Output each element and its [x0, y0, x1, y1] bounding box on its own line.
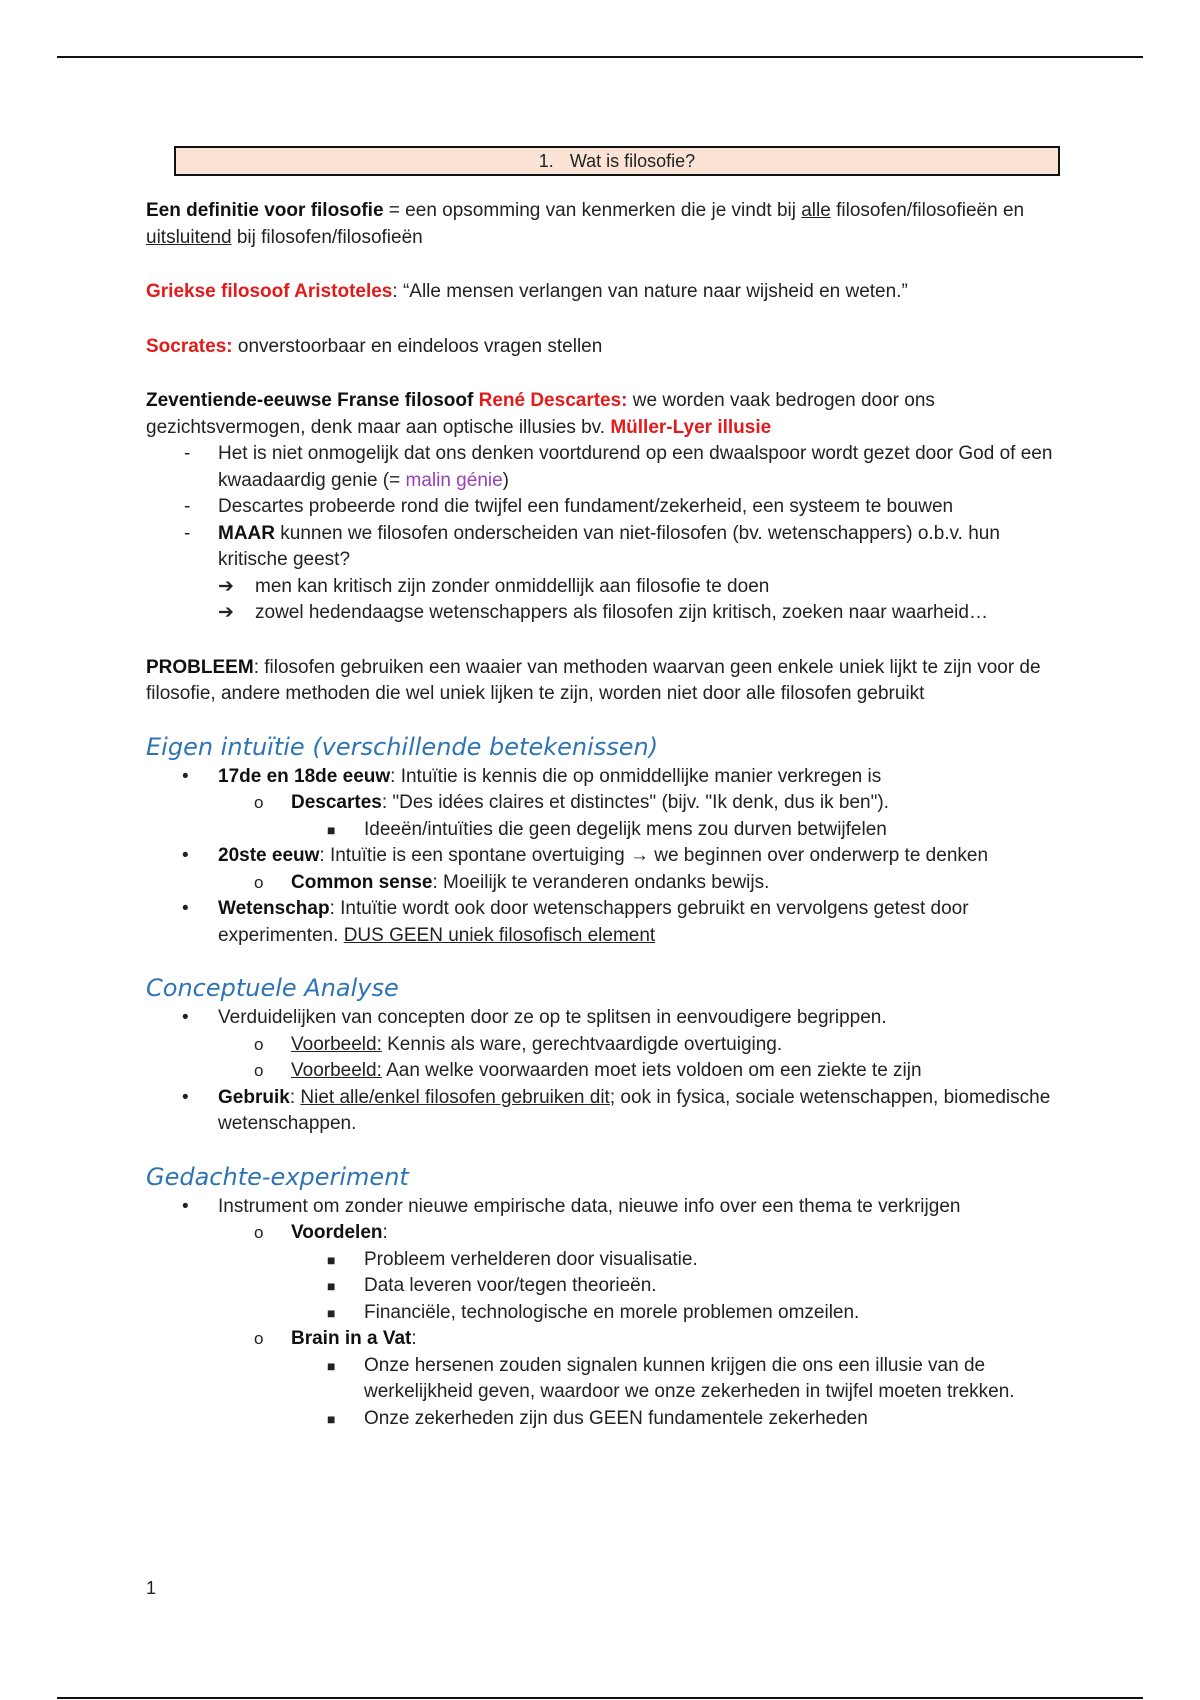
- chapter-title-box: [174, 146, 1060, 176]
- list-item: ■ Onze zekerheden zijn dus GEEN fundamentele zekerheden: [327, 1407, 868, 1429]
- aristoteles-paragraph: Griekse filosoof Aristoteles: “Alle mensen verlangen van nature naar wijsheid en weten.”: [146, 281, 908, 302]
- intuitie-list: [146, 764, 1066, 950]
- heading-intuitie: Eigen intuïtie (verschillende betekenissen): [146, 732, 659, 761]
- list-item: • Gebruik: Niet alle/enkel filosofen gebruiken dit; ook in fysica, sociale wetenschappen, biomedische wetenschappen.: [182, 1086, 1051, 1134]
- list-item: ■ Onze hersenen zouden signalen kunnen krijgen die ons een illusie van de werkelijkheid geven, waardoor we onze zekerheden in twijfel moeten trekken.: [327, 1354, 1015, 1402]
- list-item: ■ Data leveren voor/tegen theorieën.: [327, 1275, 657, 1296]
- descartes-list: [146, 441, 1066, 574]
- definition-term: Een definitie voor filosofie: [146, 200, 384, 221]
- list-item: - Descartes probeerde rond die twijfel een fundament/zekerheid, een systeem te bouwen: [146, 494, 1066, 521]
- list-item: o Voordelen: ■ Probleem verhelderen door visualisatie. ■ Data leveren voor/tegen theorieën. ■ Financiële, technologische en morele problemen omzeilen.: [218, 1220, 1066, 1326]
- top-rule: [57, 56, 1143, 58]
- list-item: ■ Financiële, technologische en morele problemen omzeilen.: [327, 1301, 860, 1323]
- arrow-list: [146, 574, 1066, 627]
- socrates-paragraph: Socrates: onverstoorbaar en eindeloos vragen stellen: [146, 335, 603, 357]
- list-item: - MAAR kunnen we filosofen onderscheiden van niet-filosofen (bv. wetenschappers) o.b.v. hun kritische geest?: [146, 521, 1066, 574]
- heading-gedachte: Gedachte-experiment: [146, 1162, 409, 1191]
- list-item: ➔ zowel hedendaagse wetenschappers als filosofen zijn kritisch, zoeken naar waarheid…: [146, 600, 1066, 627]
- definition-paragraph: Een definitie voor filosofie = een opsomming van kenmerken die je vindt bij alle filosofen/filosofieën en uitsluitend bij filosofen/filosofieën: [146, 200, 1025, 248]
- list-item: o Voorbeeld: Kennis als ware, gerechtvaardigde overtuiging.: [254, 1033, 783, 1055]
- arrow-icon: ➔: [218, 575, 234, 597]
- chapter-title: Wat is filosofie?: [569, 150, 696, 171]
- chapter-number: 1.: [538, 150, 554, 171]
- list-item: o Descartes: "Des idées claires et distinctes" (bijv. "Ik denk, dus ik ben"). ■ Ideeën/intuïties die geen degelijk mens zou durven betwijfelen: [218, 790, 1066, 843]
- probleem-paragraph: PROBLEEM: filosofen gebruiken een waaier van methoden waarvan geen enkele uniek lijkt te zijn voor de filosofie, andere methoden die wel uniek lijken te zijn, worden niet door alle filosofen gebruikt: [146, 656, 1041, 704]
- list-item: o Common sense: Moeilijk te veranderen ondanks bewijs.: [254, 871, 770, 893]
- heading-conceptueel: Conceptuele Analyse: [146, 974, 399, 1002]
- list-item: • Instrument om zonder nieuwe empirische data, nieuwe info over een thema te verkrijgen o Voordelen: ■ Probleem verhelderen door visualisatie. ■ Data leveren voor/tegen theorieën. ■ Financiële, technologische en morele problemen omzeilen. o Brain in a Vat: ■ Onze hersenen zouden signalen kunnen krijgen die ons een illusie van de werkelijkheid geven, waardoor we onze zekerheden in twijfel moeten trekken. ■ Onze zekerheden zijn dus GEEN fundamentele zekerheden: [146, 1194, 1066, 1433]
- page-number: 1: [146, 1578, 157, 1598]
- list-item: • 20ste eeuw: Intuïtie is een spontane overtuiging → we beginnen over onderwerp te denken o Common sense: Moeilijk te veranderen ondanks bewijs.: [146, 843, 1066, 896]
- list-item: ■ Probleem verhelderen door visualisatie.: [327, 1248, 698, 1270]
- list-item: • Verduidelijken van concepten door ze op te splitsen in eenvoudigere begrippen. o Voorbeeld: Kennis als ware, gerechtvaardigde overtuiging. o Voorbeeld: Aan welke voorwaarden moet iets voldoen om een ziekte te zijn: [146, 1005, 1066, 1085]
- list-item: • Wetenschap: Intuïtie wordt ook door wetenschappers gebruikt en vervolgens getest door experimenten. DUS GEEN uniek filosofisch element: [182, 898, 969, 946]
- list-item: - Het is niet onmogelijk dat ons denken voortdurend op een dwaalspoor wordt gezet door God of een kwaadaardig genie (= malin génie): [146, 441, 1066, 494]
- list-item: o Brain in a Vat: ■ Onze hersenen zouden signalen kunnen krijgen die ons een illusie van de werkelijkheid geven, waardoor we onze zekerheden in twijfel moeten trekken. ■ Onze zekerheden zijn dus GEEN fundamentele zekerheden: [218, 1326, 1066, 1432]
- list-item: o Voorbeeld: Aan welke voorwaarden moet iets voldoen om een ziekte te zijn: [254, 1060, 922, 1081]
- descartes-paragraph: Zeventiende-eeuwse Franse filosoof René Descartes: we worden vaak bedrogen door ons gezichtsvermogen, denk maar aan optische illusies bv. Müller-Lyer illusie: [146, 390, 935, 438]
- list-item: ■ Ideeën/intuïties die geen degelijk mens zou durven betwijfelen: [327, 818, 887, 840]
- gedachte-list: [146, 1194, 1066, 1433]
- bottom-rule: [57, 1697, 1143, 1699]
- arrow-icon: ➔: [218, 602, 234, 623]
- conceptueel-list: [146, 1005, 1066, 1138]
- list-item: • 17de en 18de eeuw: Intuïtie is kennis die op onmiddellijke manier verkregen is o Descartes: "Des idées claires et distinctes" (bijv. "Ik denk, dus ik ben"). ■ Ideeën/intuïties die geen degelijk mens zou durven betwijfelen: [146, 764, 1066, 844]
- document-body: [146, 198, 1066, 1432]
- list-item: ➔ men kan kritisch zijn zonder onmiddellijk aan filosofie te doen: [146, 574, 1066, 601]
